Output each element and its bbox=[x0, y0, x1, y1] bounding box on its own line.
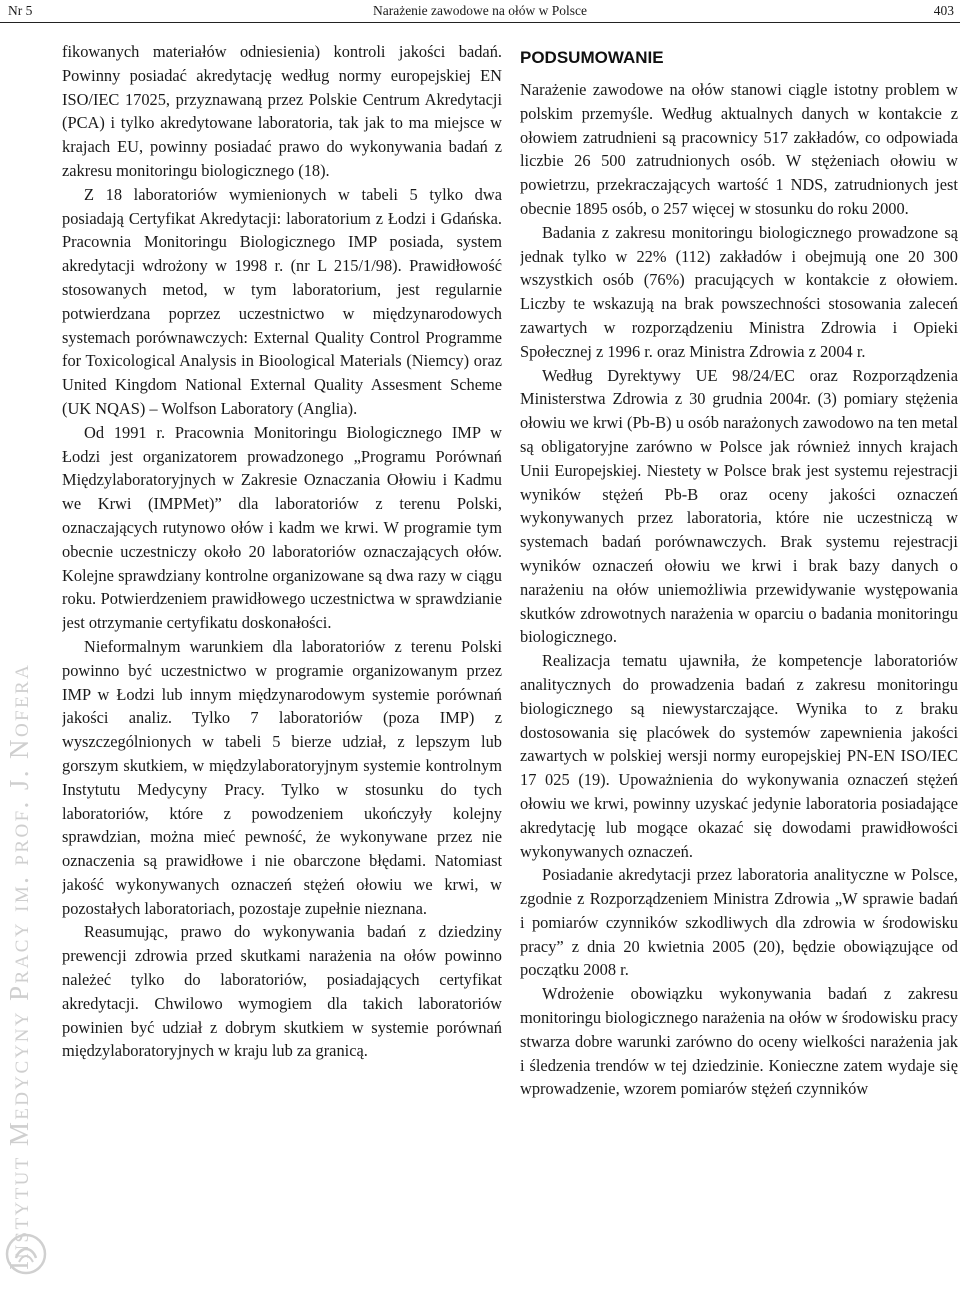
paragraph: Narażenie zawodowe na ołów stanowi ciągle istotny problem w polskim przemyśle. Według aktualnych danych w kontakcie z ołowiem zatrudnieni są pracownicy 517 zakładów, co odpowiada liczbie 26 500 zatrudnionych osób. W stężeniach ołowiu w powietrzu, przekraczających wartość 1 NDS, zatrudnionych jest obecnie 1895 osób, o 257 więcej w stosunku do roku 2000. bbox=[520, 80, 958, 218]
institute-watermark: Instytut Medycyny Pracy im. prof. J. Nofera bbox=[4, 662, 34, 1270]
paragraph: Od 1991 r. Pracownia Monitoringu Biologicznego IMP w Łodzi jest organizatorem prowadzonego „Programu Porównań Międzylaboratoryjnych w Zakresie Oznaczania Ołowiu i Kadmu we Krwi (IMPMet)” dla laboratoriów z terenu Polski, oznaczających rutynowo ołów i kadm we krwi. W programie tym obecnie uczestniczy około 20 laboratoriów oznaczających ołów. Kolejne sprawdziany kontrolne organizowane są dwa razy w ciągu roku. Potwierdzeniem prawidłowego uczestnictwa w sprawdzianie jest otrzymanie certyfikatu doskonałości. bbox=[62, 422, 502, 633]
right-column bbox=[520, 40, 958, 1280]
institute-logo-icon bbox=[4, 1232, 48, 1276]
paragraph: Posiadanie akredytacji przez laboratoria analityczne w Polsce, zgodnie z Rozporządzeniem Ministra Zdrowia „W sprawie badań i pomiarów czynników szkodliwych dla zdrowia w środowisku pracy” z dnia 20 kwietnia 2005 (20), będzie obowiązujące od początku 2008 r. bbox=[520, 865, 958, 980]
paragraph: Realizacja tematu ujawniła, że kompetencje laboratoriów analitycznych do prowadzenia badań z zakresu monitoringu biologicznego są niewystarczające. Wynika to z braku dostosowania się placówek do systemów zapewnienia jakości zawartych w polskiej wersji normy europejskiej PN-EN ISO/IEC 17 025 (19). Upoważnienia do wykonywania oznaczeń stężeń ołowiu we krwi, powinny uzyskać jedynie laboratoria posiadające akredytację lub mogące okazać się dowodami prawidłowości wykonywanych oznaczeń. bbox=[520, 651, 958, 861]
issue-number: Nr 5 bbox=[8, 3, 33, 18]
section-title: PODSUMOWANIE bbox=[520, 48, 664, 67]
paragraph: Wdrożenie obowiązku wykonywania badań z zakresu monitoringu biologicznego narażenia na ołów w środowisku pracy stwarza dobre warunki zarówno do oceny wielkości narażenia jak i śledzenia trendów w tej dziedzinie. Konieczne zatem wydaje się wprowadzenie, wzorem pomiarów stężeń czynników bbox=[520, 984, 958, 1099]
paragraph: Nieformalnym warunkiem dla laboratoriów z terenu Polski powinno być uczestnictwo w programie organizowanym przez IMP w Łodzi lub innym międzynarodowym systemie porównań jakości analiz. Tylko 7 laboratoriów (poza IMP) z wyszczególnionych w tabeli 5 bierze udział, z lepszym lub gorszym skutkiem, w międzylaboratoryjnym systemie kontrolnym Instytutu Medycyny Pracy. Tylko w stosunku do tych laboratoriów, które z powodzeniem ukończyły kolejny sprawdzian, można mieć pewność, że wykonywane przez nie oznaczenia są prawidłowe i nie obarczone błędami. Natomiast jakość wykonywanych oznaczeń stężeń ołowiu we krwi, w pozostałych laboratoriach, pozostaje zupełnie nieznana. bbox=[62, 636, 502, 918]
paragraph: Z 18 laboratoriów wymienionych w tabeli 5 tylko dwa posiadają Certyfikat Akredytacji: laboratorium z Łodzi i Gdańska. Pracownia Monitoringu Biologicznego IMP posiada, system akredytacji wdrożony w 1998 r. (nr L 215/1/98). Prawidłowość stosowanych metod, w tym laboratorium, jest regularnie potwierdzana poprzez uczestnictwo w międzynarodowych systemach porównawczych: External Quality Control Programme for Toxicological Analysis in Bioological Materials (Niemcy) oraz United Kingdom National External Quality Assesment Scheme (UK NQAS) – Wolfson Laboratory (Anglia). bbox=[62, 184, 502, 418]
left-column bbox=[62, 40, 502, 1280]
running-title: Narażenie zawodowe na ołów w Polsce bbox=[372, 3, 588, 18]
paragraph: Według Dyrektywy UE 98/24/EC oraz Rozporządzenia Ministerstwa Zdrowia z 30 grudnia 2004r. (3) pomiary stężenia ołowiu we krwi (Pb-B) u osób narażonych zawodowo na ten metal są obligatoryjne zarówno w Polsce jak również innych krajach Unii Europejskiej. Niestety w Polsce brak jest systemu rejestracji wyników stężeń Pb-B oraz oceny jakości oznaczeń wykonywanych przez laboratoria, które nie uczestniczą w systemach badań porównawczych. Brak systemu rejestracji wyników oznaczeń ołowiu we krwi i brak bazy danych o narażeniu na ołów uniemożliwia przewidywanie występowania skutków zdrowotnych narażenia w oparciu o badania monitoringu biologicznego. bbox=[520, 365, 958, 647]
paragraph: Badania z zakresu monitoringu biologicznego prowadzone są jednak tylko w 22% (112) zakładów i obejmują one 20 300 wszystkich osób (76%) pracujących w kontakcie z ołowiem. Liczby te wskazują na brak powszechności stosowania zaleceń zawartych w rozporządzeniu Ministra Zdrowia i Opieki Społecznej z 1996 r. oraz Ministra Zdrowia z 2004 r. bbox=[520, 222, 958, 361]
paragraph: Reasumując, prawo do wykonywania badań z dziedziny prewencji zdrowia przed skutkami narażenia na ołów powinno należeć tylko do laboratoriów, posiadających certyfikat akredytacji. Chwilowo wymogiem dla takich laboratoriów powinien być udział z dobrym skutkiem w systemie porównań międzylaboratoryjnych w kraju lub za granicą. bbox=[62, 922, 502, 1061]
page-number: 403 bbox=[933, 3, 954, 18]
running-header bbox=[0, 0, 960, 23]
paragraph: fikowanych materiałów odniesienia) kontroli jakości badań. Powinny posiadać akredytację według normy europejskiej EN ISO/IEC 17025, przyznawaną przez Polskie Centrum Akredytacji (PCA) i tylko akredytowane laboratoria, tak jak to ma miejsce w krajach EU, powinny posiadać prawo do wykonywania badań z zakresu monitoringu biologicznego (18). bbox=[62, 42, 502, 180]
